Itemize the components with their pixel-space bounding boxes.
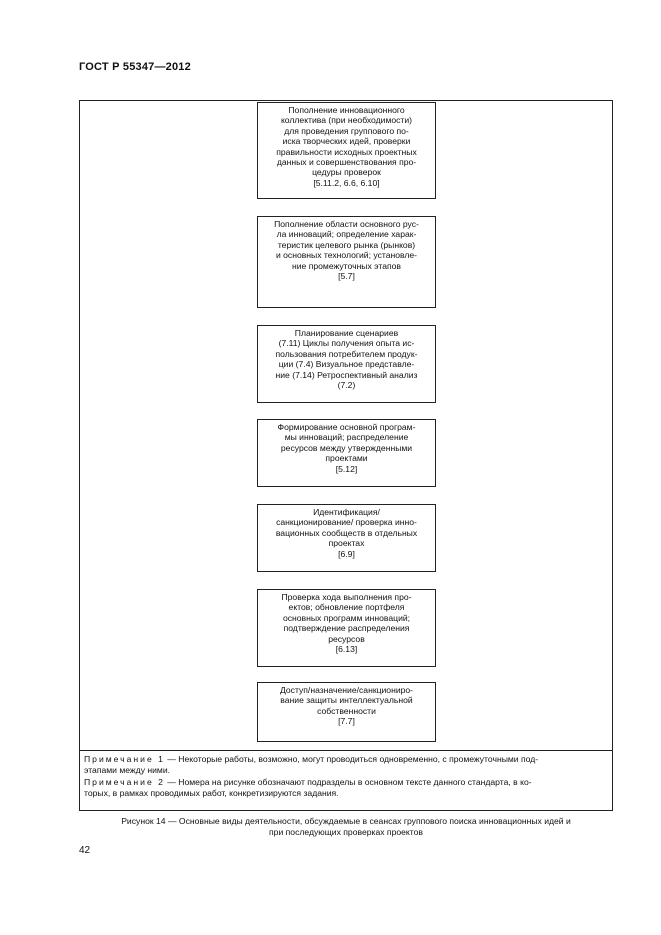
activity-box-mainstream-area: Пополнение области основного рус- ла инноваций; определение харак- теристик целевого рынка (рынков) и основных технологий; установле- ние промежуточных этапов [5.7] — [257, 216, 436, 308]
note-1-text: — Некоторые работы, возможно, могут проводиться одновременно, с промежуточными под- этапами между ними. — [84, 754, 539, 776]
notes-section — [80, 750, 612, 810]
activity-box-ip-protection: Доступ/назначение/санкциониро- вание защиты интеллектуальной собственности [7.7] — [257, 682, 436, 742]
activity-box-team-replenishment: Пополнение инновационного коллектива (при необходимости) для проведения группового по- иска творческих идей, проверки правильности исходных проектных данных и совершенствования про- цедуры проверок [5.11.2, 6.6, 6.10] — [257, 102, 436, 199]
page-number: 42 — [79, 845, 91, 856]
activity-box-community-identification: Идентификация/ санкционирование/ проверка инно- вационных сообществ в отдельных проектах [6.9] — [257, 504, 436, 572]
note-2-label: Примечание 2 — [84, 776, 165, 787]
note-2-text: — Номера на рисунке обозначают подразделы в основном тексте данного стандарта, в ко- торых, в рамках проводимых работ, конкретизируются задания. — [84, 776, 532, 799]
note-1-label: Примечание 1 — [84, 754, 165, 764]
figure-caption: Рисунок 14 — Основные виды деятельности, обсуждаемые в сеансах группового поиска инновационных идей и при последующих проверках проектов — [121, 816, 571, 838]
activity-box-program-formation: Формирование основной програм- мы инноваций; распределение ресурсов между утвержденными проектами [5.12] — [257, 419, 436, 487]
note-1 — [84, 754, 608, 777]
figure-frame — [79, 100, 613, 811]
activity-box-scenario-planning: Планирование сценариев (7.11) Циклы получения опыта ис- пользования потребителем продук- ции (7.4) Визуальное представле- ние (7.14) Ретроспективный анализ (7.2) — [257, 325, 436, 403]
document-id-header: ГОСТ Р 55347—2012 — [79, 61, 191, 73]
note-2 — [84, 777, 608, 800]
activity-box-progress-check: Проверка хода выполнения про- ектов; обновление портфеля основных программ инноваций; подтверждение распределения ресурсов [6.13] — [257, 589, 436, 667]
